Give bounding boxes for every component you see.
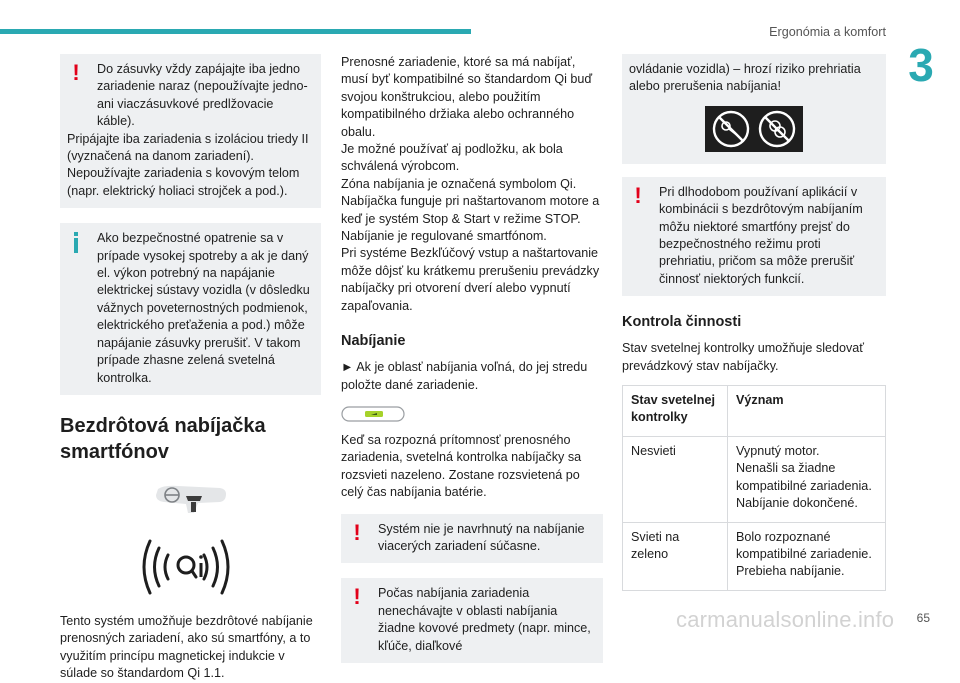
info-box — [60, 223, 321, 395]
table-cell-meaning — [728, 522, 886, 590]
meaning-line: Nenašli sa žiadne kompatibilné zariadenia. — [736, 461, 872, 493]
qi-symbol-icon — [138, 535, 234, 599]
column-1 — [60, 54, 321, 683]
paragraph: Pri systéme Bezkľúčový vstup a naštartovanie môže dôjsť ku krátkemu prerušeniu prevádzky nabíjačky pri otvorení dverí alebo vypnutí zapaľovania. — [341, 246, 600, 313]
info-icon — [70, 232, 82, 256]
header-accent-bar — [0, 29, 471, 34]
table-header: Stav svetelnej kontrolky — [623, 386, 728, 437]
meaning-line: Vypnutý motor. — [736, 443, 820, 458]
warning-exclamation-icon: ! — [72, 60, 80, 85]
paragraph: Nabíjanie je regulované smartfónom. — [341, 229, 547, 244]
meaning-line: Bolo rozpoznané kompatibilné zariadenie. — [736, 529, 872, 561]
charging-text: Keď sa rozpozná prítomnosť prenosného zariadenia, svetelná kontrolka nabíjačky sa rozsvieti nazeleno. Zostane rozsvietená po celý čas nabíjania batérie. — [341, 432, 582, 500]
warning-exclamation-icon: ! — [353, 519, 361, 545]
paragraph: Nabíjačka funguje pri naštartovanom motore a keď je systém Stop & Start v režime STOP. — [341, 194, 600, 226]
warning-text: Systém nie je navrhnutý na nabíjanie viacerých zariadení súčasne. — [378, 521, 585, 553]
charging-step: ► Ak je oblasť nabíjania voľná, do jej stredu položte dané zariadenie. — [341, 360, 588, 392]
warning-text: Počas nabíjania zariadenia nenechávajte v oblasti nabíjania žiadne kovové predmety (napr. mince, kľúče, diaľkové — [378, 586, 591, 653]
watermark-text: carmanualsonline.info — [676, 607, 895, 632]
meaning-line: Prebieha nabíjanie. — [736, 564, 845, 579]
table-header-row — [623, 386, 886, 437]
page-number: 65 — [916, 611, 930, 625]
chapter-title: Ergonómia a komfort — [769, 25, 886, 39]
info-text: Ako bezpečnostné opatrenie sa v prípade vysokej spotreby a ak je daný el. výkon potrebný na napájanie elektrickej sústavy vozidla (v dôsledku vážnych poveternostných podmienok, elektrického preťaženia a pod.) môže napájanie zásuvky prerušiť. V takom prípade zhasne zelená svetelná kontrolka. — [97, 231, 310, 385]
warning-box — [341, 578, 603, 663]
warning-line: Do zásuvky vždy zapájajte iba jedno zariadenie naraz (nepoužívajte jedno- ani viaczásuvkové predlžovacie káble). — [97, 62, 308, 129]
paragraph: Zóna nabíjania je označená symbolom Qi. — [341, 176, 577, 191]
section-title: Bezdrôtová nabíjačka smartfónov — [60, 414, 266, 463]
warning-box — [622, 177, 886, 296]
warning-continuation-box — [622, 54, 886, 164]
subsection-title: Nabíjanie — [341, 333, 406, 350]
subsection-title: Kontrola činnosti — [622, 314, 742, 331]
column-3 — [622, 54, 886, 591]
status-table — [622, 385, 886, 591]
intro-paragraph: Tento systém umožňuje bezdrôtové nabíjanie prenosných zariadení, ako sú smartfóny, a to využitím princípu magnetickej indukcie v súlade so štandardom Qi 1.1. — [60, 613, 313, 681]
column-2 — [341, 54, 603, 678]
table-cell-meaning — [728, 436, 886, 522]
meaning-line: Nabíjanie dokončené. — [736, 496, 858, 511]
warning-text: ovládanie vozidla) – hrozí riziko prehriatia alebo prerušenia nabíjania! — [629, 62, 861, 94]
table-row — [623, 436, 886, 522]
warning-line: Pripájajte iba zariadenia s izoláciou triedy II (vyznačená na danom zariadení). — [67, 131, 309, 164]
warning-text: Pri dlhodobom používaní aplikácií v kombinácii s bezdrôtovým nabíjaním môžu niektoré smartfóny prejsť do bezpečnostného režimu proti prehriatiu, pričom sa môže prerušiť činnosť niektorých funkcií. — [659, 184, 863, 286]
charging-indicator-icon — [341, 406, 405, 422]
warning-exclamation-icon: ! — [353, 584, 361, 610]
chapter-number: 3 — [908, 39, 934, 91]
table-header: Význam — [728, 386, 886, 437]
warning-box — [60, 54, 321, 208]
warning-exclamation-icon: ! — [634, 182, 642, 208]
steering-console-illustration — [154, 485, 228, 515]
table-row — [623, 522, 886, 590]
table-cell-state: Nesvieti — [623, 436, 728, 522]
table-cell-state: Svieti na zeleno — [623, 522, 728, 590]
warning-box — [341, 514, 603, 564]
warning-line: Nepoužívajte zariadenia s kovovým telom (napr. elektrický holiaci strojček a pod.). — [67, 166, 300, 198]
section-intro: Stav svetelnej kontrolky umožňuje sledovať prevádzkový stav nabíjačky. — [622, 341, 865, 373]
no-metal-objects-icon — [705, 106, 803, 152]
paragraph: Je možné používať aj podložku, ak bola schválená výrobcom. — [341, 142, 563, 174]
paragraph: Prenosné zariadenie, ktoré sa má nabíjať, musí byť kompatibilné so štandardom Qi buď svojou konštrukciou, alebo použitím kompatibilného držiaka alebo ochranného obalu. — [341, 55, 593, 139]
